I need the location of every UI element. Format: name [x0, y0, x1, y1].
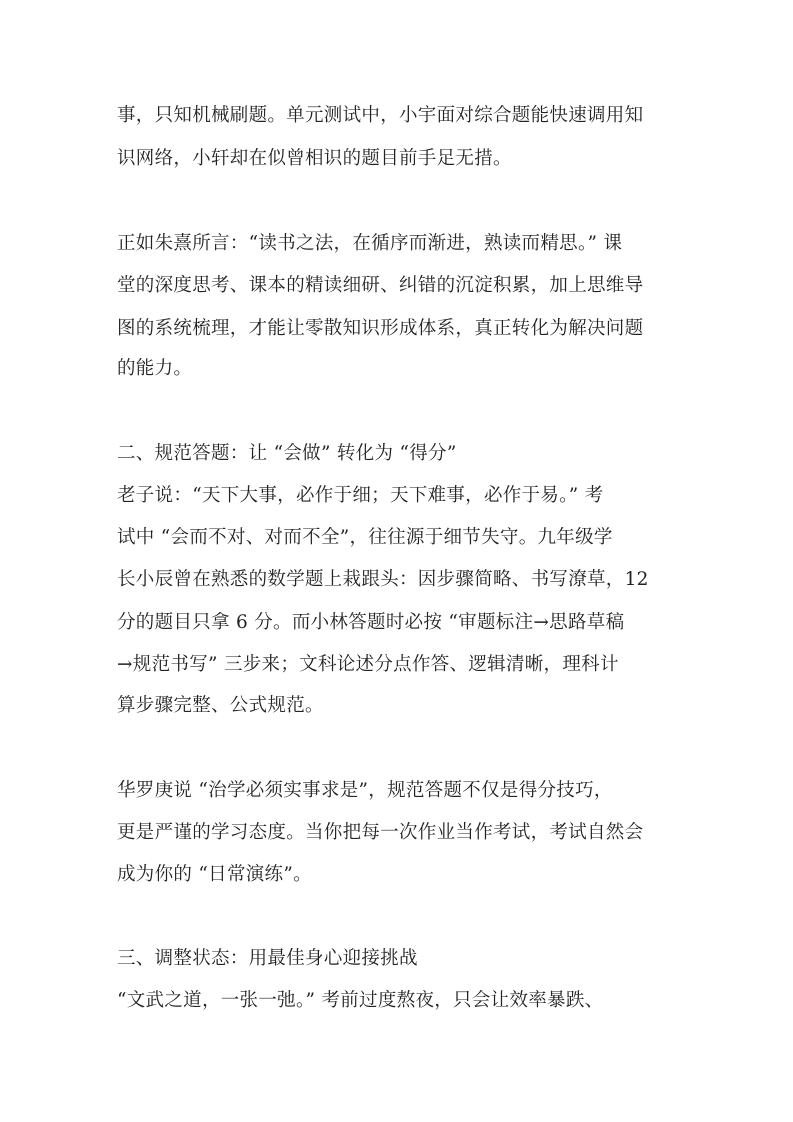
paragraph-3-line-5: →规范书写” 三步来；文科论述分点作答、逻辑清晰，理科计 [117, 654, 619, 675]
paragraph-3-line-1: 老子说：“天下大事，必作于细；天下难事，必作于易。” 考 [117, 485, 604, 506]
paragraph-4-line-3: 成为你的 “日常演练”。 [117, 864, 312, 885]
paragraph-4-line-1: 华罗庚说 “治学必须实事求是”，规范答题不仅是得分技巧， [117, 780, 613, 801]
section-2-heading: 二、规范答题：让 “会做” 转化为 “得分” [117, 443, 457, 464]
paragraph-2-line-2: 堂的深度思考、课本的精读细研、纠错的沉淀积累，加上思维导 [117, 275, 644, 296]
paragraph-3-line-6: 算步骤完整、公式规范。 [117, 695, 324, 716]
paragraph-3-line-4: 分的题目只拿 6 分。而小林答题时必按 “审题标注→思路草稿 [117, 612, 625, 633]
paragraph-4-line-2: 更是严谨的学习态度。当你把每一次作业当作考试，考试自然会 [117, 822, 644, 843]
paragraph-3-line-2: 试中 “会而不对、对而不全”，往往源于细节失守。九年级学 [117, 527, 613, 548]
paragraph-2-line-3: 图的系统梳理，才能让零散知识形成体系，真正转化为解决问题 [117, 318, 644, 339]
paragraph-1-line-2: 识网络，小轩却在似曾相识的题目前手足无措。 [117, 148, 512, 169]
section-3-heading: 三、调整状态：用最佳身心迎接挑战 [117, 948, 418, 969]
paragraph-2-line-4: 的能力。 [117, 358, 193, 379]
paragraph-2-line-1: 正如朱熹所言：“读书之法，在循序而渐进，熟读而精思。” 课 [117, 233, 623, 254]
paragraph-1-line-1: 事，只知机械刷题。单元测试中，小宇面对综合题能快速调用知 [117, 105, 644, 126]
paragraph-3-line-3: 长小辰曾在熟悉的数学题上栽跟头：因步骤简略、书写潦草，12 [117, 569, 649, 590]
paragraph-5-line-1: “文武之道，一张一弛。” 考前过度熬夜，只会让效率暴跌、 [117, 990, 604, 1011]
